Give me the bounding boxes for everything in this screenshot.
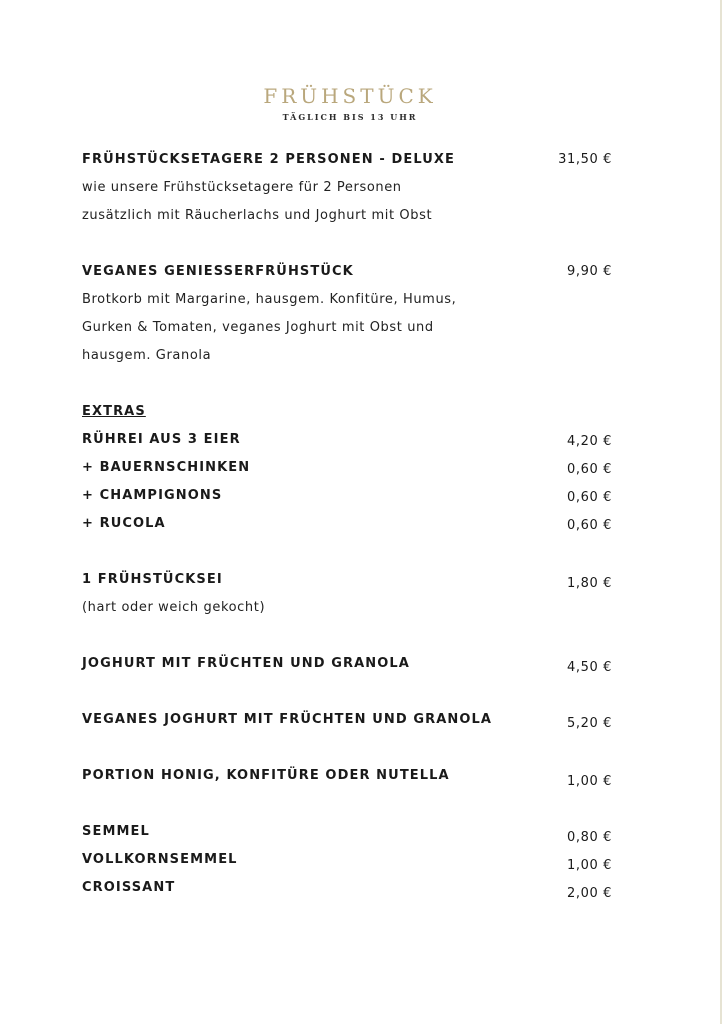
- item-etagere-desc: zusätzlich mit Räucherlachs und Joghurt mit Obst: [82, 208, 433, 223]
- item-ei-price: 1,80 €: [567, 576, 612, 591]
- item-etagere-desc: wie unsere Frühstücksetagere für 2 Personen: [82, 180, 402, 195]
- item-vegan-desc: hausgem. Granola: [82, 348, 212, 363]
- item-semmel-name: SEMMEL: [82, 824, 150, 839]
- item-ei-desc: (hart oder weich gekocht): [82, 600, 266, 615]
- item-honig-name: PORTION HONIG, KONFITÜRE ODER NUTELLA: [82, 768, 450, 783]
- item-ruehrei-name: RÜHREI AUS 3 EIER: [82, 432, 241, 447]
- item-schinken-price: 0,60 €: [567, 462, 612, 477]
- item-semmel-price: 0,80 €: [567, 830, 612, 845]
- item-vegan-price: 9,90 €: [567, 264, 612, 279]
- item-vegan-desc: Brotkorb mit Margarine, hausgem. Konfitüre, Humus,: [82, 292, 457, 307]
- item-croissant-name: CROISSANT: [82, 880, 176, 895]
- item-champignons-price: 0,60 €: [567, 490, 612, 505]
- item-ruehrei-price: 4,20 €: [567, 434, 612, 449]
- item-rucola-name: + RUCOLA: [82, 516, 166, 531]
- page-subtitle: TÄGLICH BIS 13 UHR: [282, 112, 418, 122]
- item-vegan-desc: Gurken & Tomaten, veganes Joghurt mit Obst und: [82, 320, 434, 335]
- item-vollkorn-price: 1,00 €: [567, 858, 612, 873]
- item-joghurt-name: JOGHURT MIT FRÜCHTEN UND GRANOLA: [82, 656, 410, 671]
- item-vegan-name: VEGANES GENIESSERFRÜHSTÜCK: [82, 264, 354, 279]
- page-title: FRÜHSTÜCK: [263, 84, 437, 108]
- menu-header: [0, 84, 700, 122]
- item-vegan-joghurt-price: 5,20 €: [567, 716, 612, 731]
- item-champignons-name: + CHAMPIGNONS: [82, 488, 223, 503]
- item-etagere-price: 31,50 €: [558, 152, 612, 167]
- item-joghurt-price: 4,50 €: [567, 660, 612, 675]
- item-honig-price: 1,00 €: [567, 774, 612, 789]
- item-vollkorn-name: VOLLKORNSEMMEL: [82, 852, 238, 867]
- item-etagere-name: FRÜHSTÜCKSETAGERE 2 PERSONEN - DELUXE: [82, 152, 455, 167]
- extras-heading: EXTRAS: [82, 404, 146, 419]
- item-schinken-name: + BAUERNSCHINKEN: [82, 460, 251, 475]
- item-ei-name: 1 FRÜHSTÜCKSEI: [82, 572, 223, 587]
- item-croissant-price: 2,00 €: [567, 886, 612, 901]
- item-vegan-joghurt-name: VEGANES JOGHURT MIT FRÜCHTEN UND GRANOLA: [82, 712, 493, 727]
- item-rucola-price: 0,60 €: [567, 518, 612, 533]
